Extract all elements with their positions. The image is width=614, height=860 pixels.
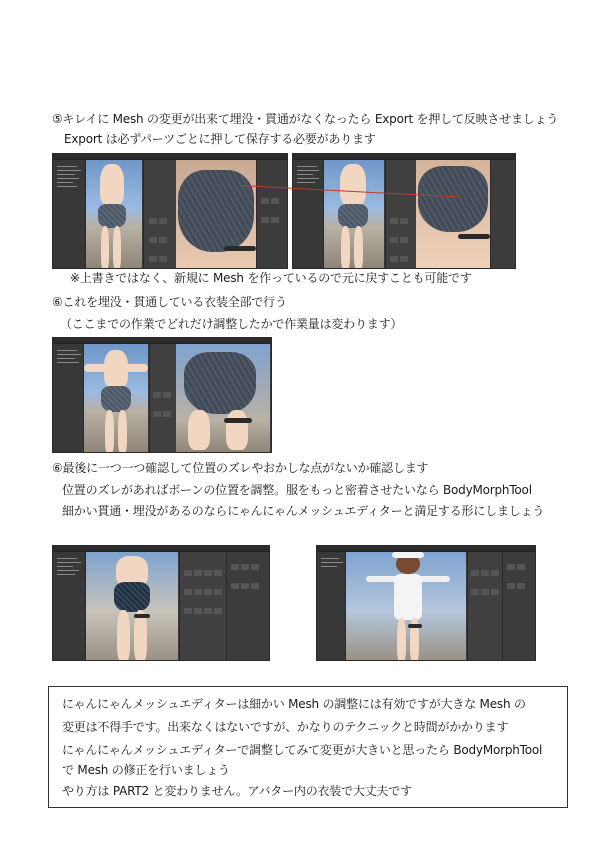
screenshot-final-check-full	[316, 545, 536, 661]
section5-note: ※上書きではなく、新規に Mesh を作っているので元に戻すことも可能です	[70, 271, 472, 285]
notice-line2: 変更は不得手です。出来なくはないですが、かなりのテクニックと時間がかかります	[62, 720, 509, 734]
screenshot-final-check-front	[52, 545, 270, 661]
screenshot-export-after	[292, 153, 516, 269]
section6a-line1: ⑥これを埋没・貫通している衣装全部で行う	[52, 295, 287, 309]
notice-line1: にゃんにゃんメッシュエディターは細かい Mesh の調整には有効ですが大きな Mesh の	[62, 697, 526, 711]
section5-line2: Export は必ずパーツごとに押して保存する必要があります	[64, 132, 376, 146]
section6b-line2: 位置のズレがあればボーンの位置を調整。服をもっと密着させたいなら BodyMorphTool	[62, 483, 532, 497]
screenshot-export-before	[52, 153, 288, 269]
notice-line5: やり方は PART2 と変わりません。アバター内の衣装で大丈夫です	[62, 784, 412, 798]
section5-line1: ⑤キレイに Mesh の変更が出来て埋没・貫通がなくなったら Export を押して反映させましょう	[52, 112, 559, 126]
notice-box	[48, 686, 568, 808]
notice-line4: で Mesh の修正を行いましょう	[62, 763, 230, 777]
section6b-line3: 細かい貫通・埋没があるのならにゃんにゃんメッシュエディターと満足する形にしましょう	[62, 504, 545, 518]
screenshot-all-costumes	[52, 337, 272, 453]
notice-line3: にゃんにゃんメッシュエディターで調整してみて変更が大きいと思ったら BodyMorphTool	[62, 743, 543, 757]
section6b-line1: ⑥最後に一つ一つ確認して位置のズレやおかしな点がないか確認します	[52, 461, 429, 475]
section6a-line2: （ここまでの作業でどれだけ調整したかで作業量は変わります）	[60, 317, 403, 331]
